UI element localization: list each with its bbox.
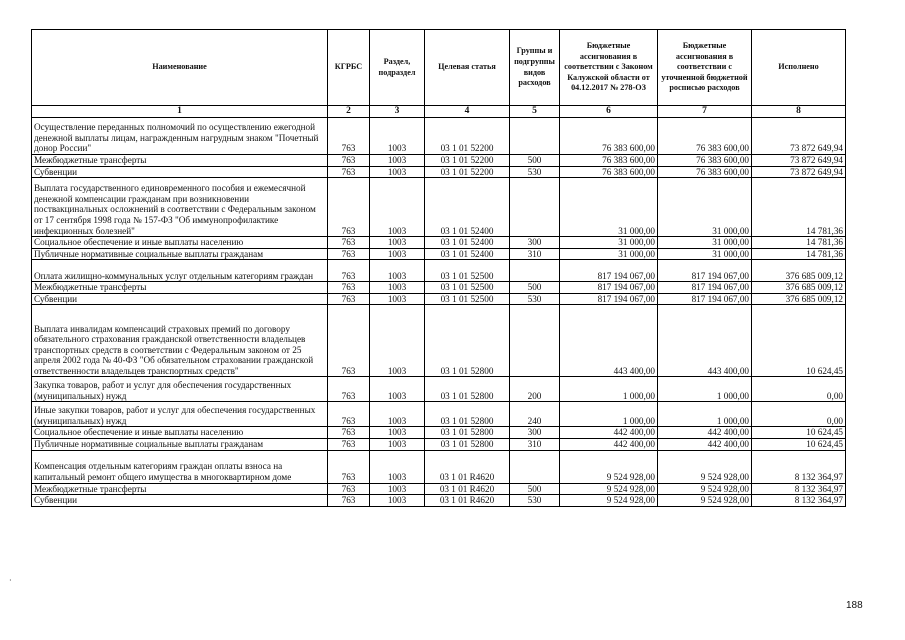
cell-vid: 310 xyxy=(510,248,560,260)
cell-law: 442 400,00 xyxy=(560,438,658,450)
cell-statya: 03 1 01 52400 xyxy=(425,178,510,237)
cell-statya: 03 1 01 52500 xyxy=(425,260,510,282)
cell-kgrbs: 763 xyxy=(328,260,370,282)
cell-law: 31 000,00 xyxy=(560,178,658,237)
cell-vid: 310 xyxy=(510,438,560,450)
col-number: 6 xyxy=(560,106,658,118)
cell-ispolneno: 376 685 009,12 xyxy=(752,282,846,294)
table-row xyxy=(32,282,846,294)
cell-vid: 300 xyxy=(510,237,560,249)
cell-name: Межбюджетные трансферты xyxy=(32,282,328,294)
cell-vid: 300 xyxy=(510,427,560,439)
cell-kgrbs: 763 xyxy=(328,178,370,237)
cell-law: 76 383 600,00 xyxy=(560,154,658,166)
cell-kgrbs: 763 xyxy=(328,438,370,450)
cell-rospis: 817 194 067,00 xyxy=(658,282,752,294)
cell-kgrbs: 763 xyxy=(328,450,370,483)
cell-statya: 03 1 01 52400 xyxy=(425,237,510,249)
header-ispolneno: Исполнено xyxy=(752,30,846,106)
cell-law: 9 524 928,00 xyxy=(560,450,658,483)
cell-kgrbs: 763 xyxy=(328,154,370,166)
cell-name: Субвенции xyxy=(32,166,328,178)
cell-razdel: 1003 xyxy=(370,427,425,439)
cell-vid xyxy=(510,450,560,483)
cell-razdel: 1003 xyxy=(370,438,425,450)
cell-ispolneno: 14 781,36 xyxy=(752,237,846,249)
cell-rospis: 1 000,00 xyxy=(658,402,752,427)
col-number: 3 xyxy=(370,106,425,118)
table-row xyxy=(32,260,846,282)
cell-rospis: 31 000,00 xyxy=(658,178,752,237)
cell-name: Субвенции xyxy=(32,495,328,507)
cell-vid: 240 xyxy=(510,402,560,427)
col-number: 8 xyxy=(752,106,846,118)
cell-kgrbs: 763 xyxy=(328,248,370,260)
cell-kgrbs: 763 xyxy=(328,427,370,439)
cell-law: 1 000,00 xyxy=(560,377,658,402)
cell-law: 1 000,00 xyxy=(560,402,658,427)
cell-kgrbs: 763 xyxy=(328,282,370,294)
cell-statya: 03 1 01 52200 xyxy=(425,166,510,178)
header-rospis: Бюджетные ассигнования в соответствии с уточненной бюджетной росписью расходов xyxy=(658,30,752,106)
table-row xyxy=(32,450,846,483)
cell-vid xyxy=(510,260,560,282)
cell-ispolneno: 73 872 649,94 xyxy=(752,154,846,166)
cell-rospis: 442 400,00 xyxy=(658,427,752,439)
cell-razdel: 1003 xyxy=(370,450,425,483)
cell-rospis: 76 383 600,00 xyxy=(658,117,752,154)
cell-law: 76 383 600,00 xyxy=(560,117,658,154)
cell-law: 76 383 600,00 xyxy=(560,166,658,178)
cell-razdel: 1003 xyxy=(370,166,425,178)
cell-statya: 03 1 01 52800 xyxy=(425,402,510,427)
cell-ispolneno: 73 872 649,94 xyxy=(752,117,846,154)
col-number: 4 xyxy=(425,106,510,118)
cell-rospis: 9 524 928,00 xyxy=(658,450,752,483)
cell-ispolneno: 8 132 364,97 xyxy=(752,495,846,507)
cell-statya: 03 1 01 R4620 xyxy=(425,483,510,495)
page-number: 188 xyxy=(846,600,863,611)
table-row xyxy=(32,495,846,507)
budget-table xyxy=(31,29,846,507)
cell-name: Публичные нормативные социальные выплаты гражданам xyxy=(32,248,328,260)
table-row xyxy=(32,402,846,427)
cell-razdel: 1003 xyxy=(370,377,425,402)
cell-kgrbs: 763 xyxy=(328,166,370,178)
cell-kgrbs: 763 xyxy=(328,293,370,305)
table-row xyxy=(32,178,846,237)
cell-law: 31 000,00 xyxy=(560,237,658,249)
cell-razdel: 1003 xyxy=(370,248,425,260)
cell-name: Социальное обеспечение и иные выплаты населению xyxy=(32,427,328,439)
cell-kgrbs: 763 xyxy=(328,237,370,249)
cell-rospis: 443 400,00 xyxy=(658,305,752,377)
cell-name: Осуществление переданных полномочий по осуществлению ежегодной денежной выплаты лицам, награжденным нагрудным знаком "Почетный донор России" xyxy=(32,117,328,154)
cell-statya: 03 1 01 R4620 xyxy=(425,495,510,507)
cell-statya: 03 1 01 52200 xyxy=(425,154,510,166)
table-row xyxy=(32,305,846,377)
table-body xyxy=(32,117,846,506)
cell-name: Иные закупки товаров, работ и услуг для обеспечения государственных (муниципальных) нужд xyxy=(32,402,328,427)
cell-name: Выплата государственного единовременного пособия и ежемесячной денежной компенсации гражданам при возникновении поствакцинальных осложнений в соответствии с Федеральным законом от 17 сентября 1998 года № 157-ФЗ "Об иммунопрофилактике инфекционных болезней" xyxy=(32,178,328,237)
scan-dot: · xyxy=(9,576,12,585)
cell-ispolneno: 0,00 xyxy=(752,402,846,427)
header-razdel: Раздел, подраздел xyxy=(370,30,425,106)
cell-rospis: 442 400,00 xyxy=(658,438,752,450)
cell-razdel: 1003 xyxy=(370,282,425,294)
cell-kgrbs: 763 xyxy=(328,117,370,154)
cell-law: 817 194 067,00 xyxy=(560,282,658,294)
cell-name: Публичные нормативные социальные выплаты гражданам xyxy=(32,438,328,450)
cell-rospis: 817 194 067,00 xyxy=(658,293,752,305)
cell-kgrbs: 763 xyxy=(328,483,370,495)
cell-rospis: 76 383 600,00 xyxy=(658,166,752,178)
cell-law: 443 400,00 xyxy=(560,305,658,377)
cell-law: 817 194 067,00 xyxy=(560,293,658,305)
cell-law: 31 000,00 xyxy=(560,248,658,260)
cell-statya: 03 1 01 R4620 xyxy=(425,450,510,483)
cell-razdel: 1003 xyxy=(370,402,425,427)
header-law: Бюджетные ассигнования в соответствии с Законом Калужской области от 04.12.2017 № 278-ОЗ xyxy=(560,30,658,106)
cell-law: 817 194 067,00 xyxy=(560,260,658,282)
col-number: 2 xyxy=(328,106,370,118)
cell-rospis: 31 000,00 xyxy=(658,237,752,249)
cell-ispolneno: 14 781,36 xyxy=(752,248,846,260)
table-row xyxy=(32,237,846,249)
cell-statya: 03 1 01 52400 xyxy=(425,248,510,260)
cell-ispolneno: 8 132 364,97 xyxy=(752,450,846,483)
header-statya: Целевая статья xyxy=(425,30,510,106)
table-row xyxy=(32,377,846,402)
cell-law: 442 400,00 xyxy=(560,427,658,439)
cell-razdel: 1003 xyxy=(370,178,425,237)
cell-razdel: 1003 xyxy=(370,117,425,154)
table-row xyxy=(32,483,846,495)
table-row xyxy=(32,248,846,260)
cell-statya: 03 1 01 52800 xyxy=(425,438,510,450)
col-number: 5 xyxy=(510,106,560,118)
cell-razdel: 1003 xyxy=(370,293,425,305)
cell-rospis: 9 524 928,00 xyxy=(658,495,752,507)
cell-statya: 03 1 01 52500 xyxy=(425,293,510,305)
cell-ispolneno: 376 685 009,12 xyxy=(752,260,846,282)
cell-ispolneno: 10 624,45 xyxy=(752,427,846,439)
cell-name: Оплата жилищно-коммунальных услуг отдельным категориям граждан xyxy=(32,260,328,282)
cell-vid: 530 xyxy=(510,495,560,507)
cell-razdel: 1003 xyxy=(370,495,425,507)
table-row xyxy=(32,293,846,305)
cell-kgrbs: 763 xyxy=(328,495,370,507)
cell-razdel: 1003 xyxy=(370,305,425,377)
table-row xyxy=(32,438,846,450)
col-number: 7 xyxy=(658,106,752,118)
cell-ispolneno: 8 132 364,97 xyxy=(752,483,846,495)
cell-rospis: 9 524 928,00 xyxy=(658,483,752,495)
cell-kgrbs: 763 xyxy=(328,402,370,427)
header-name: Наименование xyxy=(32,30,328,106)
cell-vid xyxy=(510,305,560,377)
cell-name: Компенсация отдельным категориям граждан оплаты взноса на капитальный ремонт общего имущества в многоквартирном доме xyxy=(32,450,328,483)
cell-razdel: 1003 xyxy=(370,154,425,166)
header-vid: Группы и подгруппы видов расходов xyxy=(510,30,560,106)
cell-statya: 03 1 01 52500 xyxy=(425,282,510,294)
cell-razdel: 1003 xyxy=(370,237,425,249)
cell-law: 9 524 928,00 xyxy=(560,483,658,495)
cell-vid: 500 xyxy=(510,154,560,166)
cell-razdel: 1003 xyxy=(370,260,425,282)
cell-statya: 03 1 01 52800 xyxy=(425,427,510,439)
cell-name: Выплата инвалидам компенсаций страховых премий по договору обязательного страхования гражданской ответственности владельцев транспортных средств в соответствии с Федеральным законом от 25 апреля 2002 года № 40-ФЗ "Об обязательном страховании гражданской ответственности владельцев транспортных средств" xyxy=(32,305,328,377)
cell-rospis: 1 000,00 xyxy=(658,377,752,402)
col-number: 1 xyxy=(32,106,328,118)
cell-kgrbs: 763 xyxy=(328,377,370,402)
cell-rospis: 31 000,00 xyxy=(658,248,752,260)
cell-vid xyxy=(510,178,560,237)
header-row xyxy=(32,30,846,106)
cell-ispolneno: 0,00 xyxy=(752,377,846,402)
cell-kgrbs: 763 xyxy=(328,305,370,377)
cell-name: Межбюджетные трансферты xyxy=(32,483,328,495)
cell-vid xyxy=(510,117,560,154)
cell-rospis: 76 383 600,00 xyxy=(658,154,752,166)
table-row xyxy=(32,154,846,166)
cell-vid: 530 xyxy=(510,166,560,178)
cell-ispolneno: 10 624,45 xyxy=(752,305,846,377)
cell-vid: 500 xyxy=(510,282,560,294)
cell-statya: 03 1 01 52200 xyxy=(425,117,510,154)
cell-law: 9 524 928,00 xyxy=(560,495,658,507)
cell-vid: 530 xyxy=(510,293,560,305)
table-row xyxy=(32,427,846,439)
cell-razdel: 1003 xyxy=(370,483,425,495)
cell-statya: 03 1 01 52800 xyxy=(425,377,510,402)
cell-ispolneno: 73 872 649,94 xyxy=(752,166,846,178)
cell-name: Межбюджетные трансферты xyxy=(32,154,328,166)
cell-name: Социальное обеспечение и иные выплаты населению xyxy=(32,237,328,249)
cell-ispolneno: 14 781,36 xyxy=(752,178,846,237)
column-number-row xyxy=(32,106,846,118)
table-row xyxy=(32,166,846,178)
cell-rospis: 817 194 067,00 xyxy=(658,260,752,282)
header-kgrbs: КГРБС xyxy=(328,30,370,106)
cell-ispolneno: 10 624,45 xyxy=(752,438,846,450)
table-row xyxy=(32,117,846,154)
cell-name: Субвенции xyxy=(32,293,328,305)
cell-name: Закупка товаров, работ и услуг для обеспечения государственных (муниципальных) нужд xyxy=(32,377,328,402)
cell-vid: 200 xyxy=(510,377,560,402)
cell-ispolneno: 376 685 009,12 xyxy=(752,293,846,305)
cell-statya: 03 1 01 52800 xyxy=(425,305,510,377)
cell-vid: 500 xyxy=(510,483,560,495)
